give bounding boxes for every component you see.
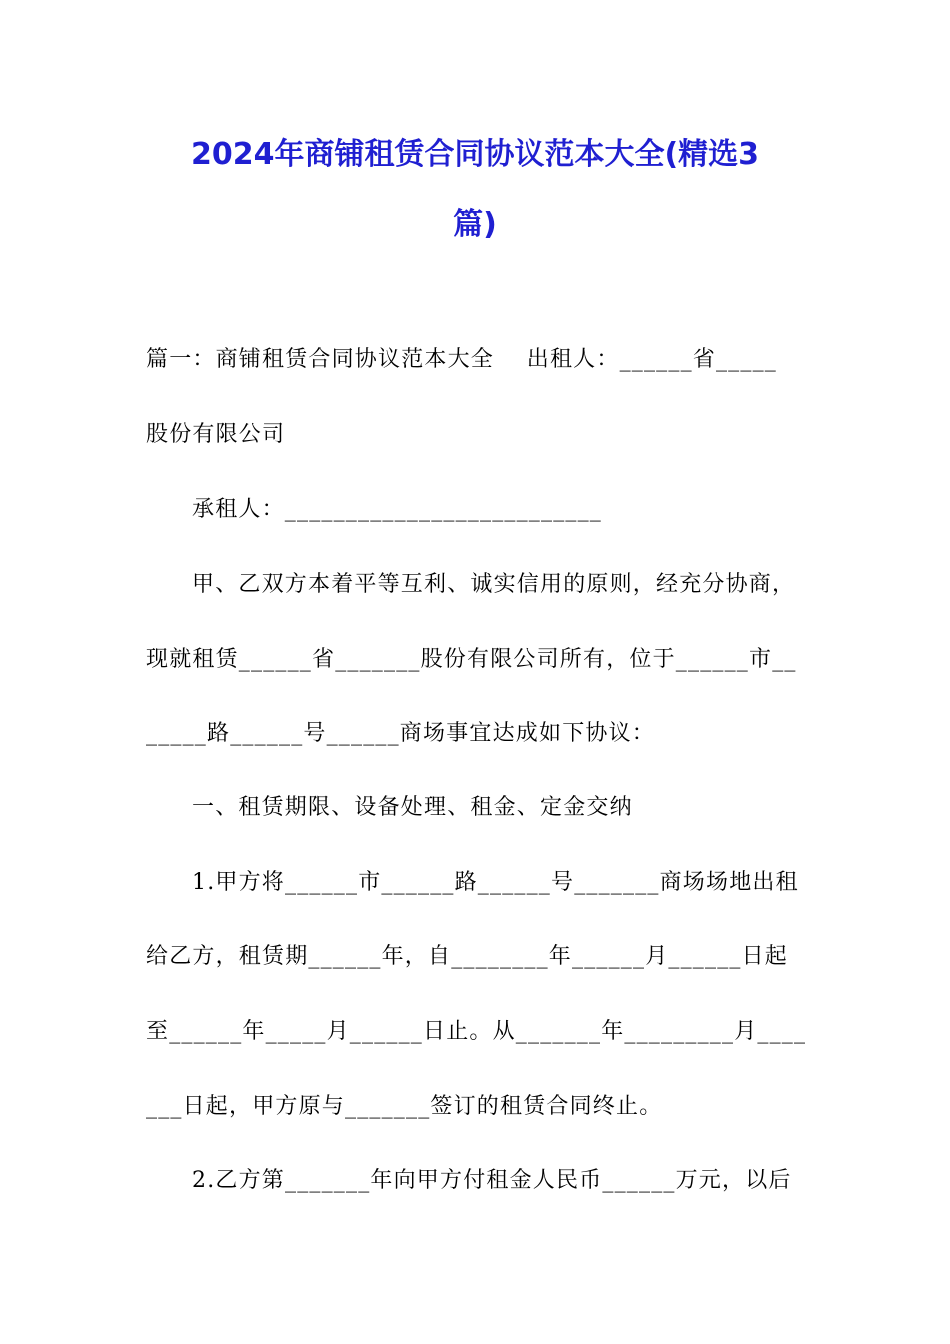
clause-line: 1.甲方将______市______路______号_______商场场地出租 [192, 870, 799, 895]
clause-line: 2.乙方第_______年向甲方付租金人民币______万元，以后 [192, 1168, 792, 1193]
clause-heading: 一、租赁期限、设备处理、租金、定金交纳 [192, 795, 633, 820]
document-title-line-1: 2024年商铺租赁合同协议范本大全(精选3 [190, 137, 760, 172]
section-heading-line: 篇一：商铺租赁合同协议范本大全 出租人：______省_____ [146, 347, 777, 372]
document-title-line-2: 篇) [453, 207, 497, 242]
lessee-line: 承租人：__________________________ [192, 497, 603, 522]
clause-line: ___日起，甲方原与_______签订的租赁合同终止。 [146, 1094, 663, 1119]
body-line: 甲、乙双方本着平等互利、诚实信用的原则，经充分协商， [192, 572, 796, 597]
body-line: 现就租赁______省_______股份有限公司所有，位于______市__ [146, 647, 797, 672]
clause-line: 给乙方，租赁期______年，自________年______月______日起 [146, 944, 789, 969]
clause-line: 至______年_____月______日止。从_______年_________月____ [146, 1019, 807, 1044]
body-line: 股份有限公司 [146, 422, 286, 447]
body-line: _____路______号______商场事宜达成如下协议： [146, 721, 656, 746]
